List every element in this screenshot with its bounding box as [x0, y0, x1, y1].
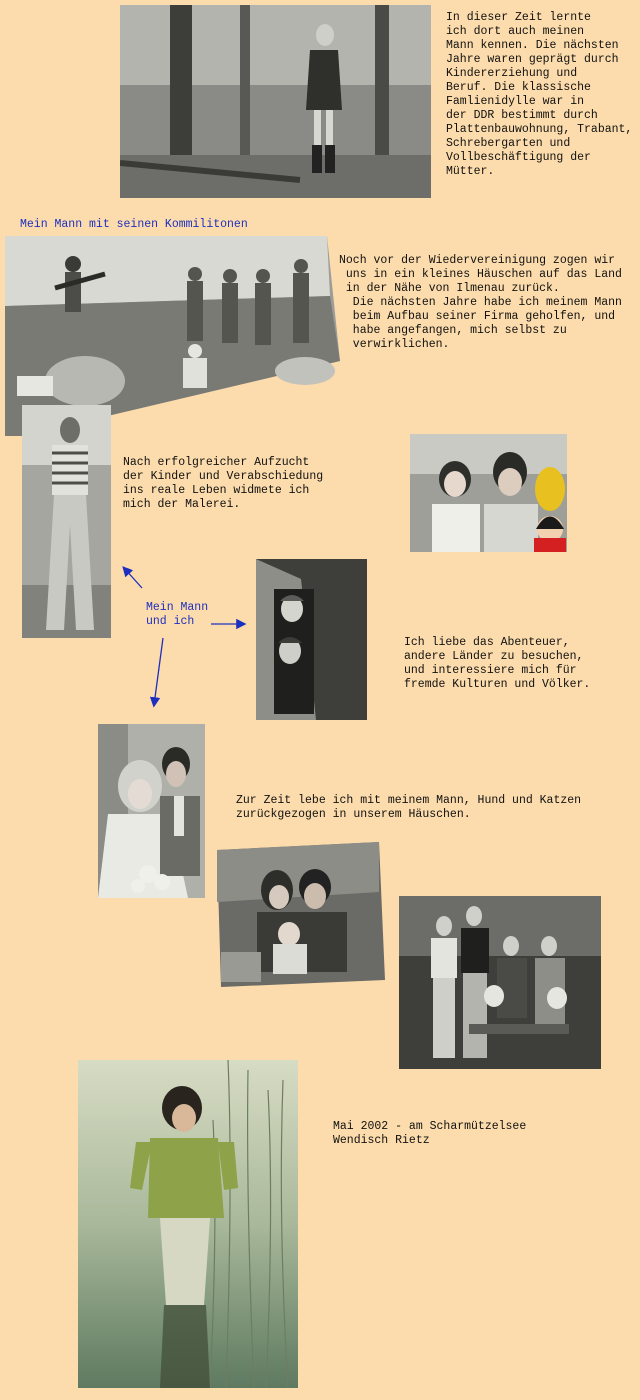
photo-tent [256, 559, 367, 720]
zurzeit-text: Zur Zeit lebe ich mit meinem Mann, Hund und Katzen zurückgezogen in unserem Häuschen. [236, 794, 582, 821]
abenteuer-text: Ich liebe das Abenteuer, andere Länder zu besuchen, und interessiere mich für fremde Kulturen und Völker. [404, 636, 591, 691]
malerei-text: Nach erfolgreicher Aufzucht der Kinder und Verabschiedung ins reale Leben widmete ich mich der Malerei. [123, 456, 324, 511]
photo-wedding [98, 724, 205, 898]
caption-mein-mann-und-ich: Mein Mann und ich [146, 601, 209, 628]
mai2002-text: Mai 2002 - am Scharmützelsee Wendisch Rietz [333, 1120, 527, 1147]
photo-couple-cartoon [410, 434, 567, 552]
photo-family-group [399, 896, 601, 1069]
intro-text: In dieser Zeit lernte ich dort auch meinen Mann kennen. Die nächsten Jahre waren geprägt durch Kindererziehung und Beruf. Die klassische Famlienidylle war in der DDR bestimmt durch Plattenbauwohnung, Trabant, Schrebergarten und Vollbeschäftigung der Mütter. [446, 11, 633, 178]
photo-family-baby [217, 842, 385, 987]
photo-forest-portrait [120, 5, 431, 198]
caption-kommilitonen: Mein Mann mit seinen Kommilitonen [20, 218, 248, 231]
wiedervereinigung-text: Noch vor der Wiedervereinigung zogen wir uns in ein kleines Häuschen auf das Land in der Nähe von Ilmenau zurück. Die nächsten Jahre habe ich meinem Mann beim Aufbau seiner Firma geholfen, und habe angefangen, mich selbst zu verwirklichen. [339, 254, 622, 351]
photo-man-standing [22, 405, 111, 638]
photo-lake [78, 1060, 298, 1388]
